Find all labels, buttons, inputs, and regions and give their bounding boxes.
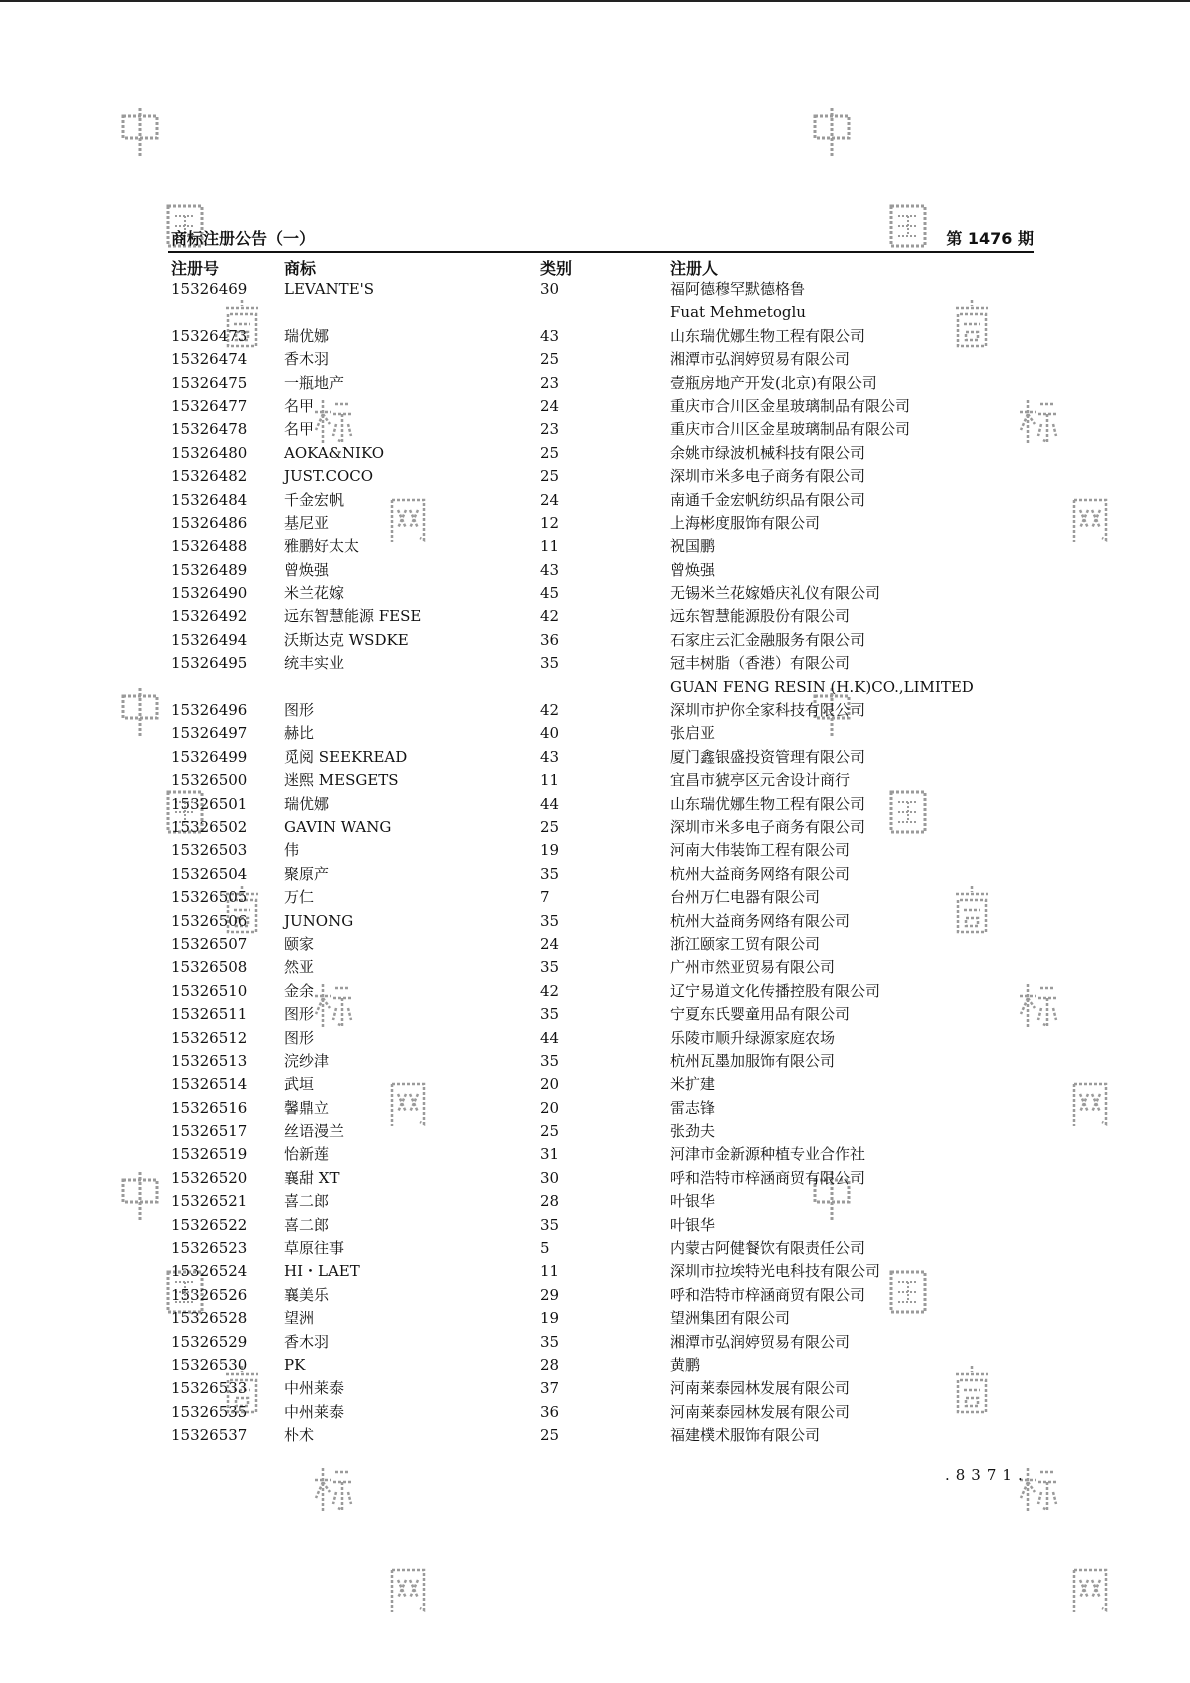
- registrant-name: 无锡米兰花嫁婚庆礼仪有限公司: [670, 584, 881, 603]
- class-number: 42: [540, 701, 560, 720]
- class-number: 30: [540, 280, 560, 298]
- trademark-name: 武垣: [284, 1075, 315, 1094]
- registration-number: 15326537: [171, 1426, 248, 1445]
- trademark-name: 香木羽: [284, 1332, 330, 1351]
- registrant-name: 张启亚: [670, 724, 716, 743]
- registrant-name: 福建樸术服饰有限公司: [670, 1426, 821, 1445]
- registrant-name: 呼和浩特市梓涵商贸有限公司: [670, 1168, 866, 1187]
- registration-number: 15326473: [171, 326, 248, 345]
- table-row: [171, 746, 1051, 769]
- column-header-applicant: 注册人: [670, 259, 719, 278]
- registrant-name: 辽宁易道文化传播控股有限公司: [670, 981, 881, 1000]
- table-row: [171, 1284, 1051, 1307]
- trademark-name: 中州莱泰: [284, 1402, 345, 1421]
- registration-number: 15326486: [171, 513, 248, 532]
- trademark-name: 怡新莲: [284, 1145, 330, 1164]
- registration-number: 15326510: [171, 981, 248, 1000]
- registration-number: 15326478: [171, 420, 248, 439]
- registration-number: 15326484: [171, 490, 248, 509]
- registrant-name: 壹瓶房地产开发(北京)有限公司: [670, 373, 877, 392]
- class-number: 35: [540, 654, 560, 673]
- trademark-name: 瑞优娜: [284, 326, 330, 345]
- registration-number: 15326505: [171, 888, 248, 907]
- class-number: 44: [540, 794, 560, 813]
- registration-number: 15326512: [171, 1028, 248, 1047]
- trademark-name: 馨鼎立: [284, 1098, 330, 1117]
- table-row: [171, 1307, 1051, 1330]
- registration-number: 15326492: [171, 607, 248, 626]
- table-row: [171, 278, 1051, 301]
- registration-number: 15326501: [171, 794, 248, 813]
- class-number: 30: [540, 1168, 560, 1187]
- table-row: [171, 1260, 1051, 1283]
- registrant-name: 重庆市合川区金星玻璃制品有限公司: [670, 420, 911, 439]
- registrant-name: Fuat Mehmetoglu: [670, 303, 806, 322]
- class-number: 43: [540, 326, 560, 345]
- class-number: 24: [540, 396, 560, 415]
- registration-number: 15326474: [171, 350, 248, 369]
- registrant-name: 叶银华: [670, 1192, 716, 1211]
- class-number: 42: [540, 981, 560, 1000]
- trademark-name: 中州莱泰: [284, 1379, 345, 1398]
- trademark-name: 喜二郎: [284, 1215, 330, 1234]
- trademark-name: 香木羽: [284, 350, 330, 369]
- table-row: [171, 652, 1051, 675]
- registrant-name: 山东瑞优娜生物工程有限公司: [670, 326, 866, 345]
- table-row: [171, 1097, 1051, 1120]
- class-number: 35: [540, 958, 560, 977]
- registration-number: 15326488: [171, 537, 248, 556]
- registrant-name: 曾焕强: [670, 560, 716, 579]
- registration-number: 15326499: [171, 747, 248, 766]
- top-border: [0, 0, 1190, 2]
- registration-number: 15326513: [171, 1051, 248, 1070]
- trademark-name: 远东智慧能源 FESE: [284, 607, 422, 626]
- registrant-name: 宁夏东氏婴童用品有限公司: [670, 1005, 851, 1024]
- class-number: 24: [540, 934, 560, 953]
- table-row: [171, 418, 1051, 441]
- trademark-name: 朴术: [284, 1426, 315, 1445]
- class-number: 23: [540, 373, 560, 392]
- table-row: [171, 769, 1051, 792]
- registration-number: 15326506: [171, 911, 248, 930]
- registrant-name: 广州市然亚贸易有限公司: [670, 958, 836, 977]
- registrant-name: 望洲集团有限公司: [670, 1309, 791, 1328]
- trademark-name: LEVANTE'S: [284, 280, 375, 298]
- trademark-name: 颐家: [284, 934, 315, 953]
- table-row: [171, 465, 1051, 488]
- trademark-name: 丝语漫兰: [284, 1122, 345, 1141]
- registrant-name: 河津市金新源种植专业合作社: [670, 1145, 866, 1164]
- trademark-name: 米兰花嫁: [284, 584, 345, 603]
- table-row: [171, 933, 1051, 956]
- table-row: [171, 1050, 1051, 1073]
- registrant-name: 重庆市合川区金星玻璃制品有限公司: [670, 396, 911, 415]
- class-number: 29: [540, 1285, 560, 1304]
- page-header: [171, 226, 1034, 250]
- registration-number: 15326469: [171, 280, 248, 298]
- class-number: 25: [540, 350, 560, 369]
- trademark-name: 浣纱津: [284, 1051, 330, 1070]
- class-number: 25: [540, 443, 560, 462]
- trademark-name: 曾焕强: [284, 560, 330, 579]
- trademark-name: 雅鹏好太太: [284, 537, 360, 556]
- watermark-wang-icon: [1070, 494, 1110, 546]
- table-row: [171, 1331, 1051, 1354]
- table-row: [171, 582, 1051, 605]
- registration-number: 15326495: [171, 654, 248, 673]
- table-row: [171, 442, 1051, 465]
- table-row: [171, 512, 1051, 535]
- registrant-name: 杭州大益商务网络有限公司: [670, 864, 851, 883]
- table-row: [171, 1190, 1051, 1213]
- class-number: 25: [540, 1426, 560, 1445]
- table-row: [171, 301, 1051, 324]
- table-row: [171, 722, 1051, 745]
- registrant-name: 米扩建: [670, 1075, 716, 1094]
- class-number: 36: [540, 630, 560, 649]
- registrant-name: 叶银华: [670, 1215, 716, 1234]
- trademark-name: 襄甜 XT: [284, 1168, 340, 1187]
- registrant-name: 浙江颐家工贸有限公司: [670, 934, 821, 953]
- trademark-name: 万仁: [284, 888, 315, 907]
- table-row: [171, 1354, 1051, 1377]
- registration-number: 15326496: [171, 701, 248, 720]
- table-row: [171, 605, 1051, 628]
- registrant-name: 乐陵市顺升绿源家庭农场: [670, 1028, 836, 1047]
- class-number: 43: [540, 747, 560, 766]
- trademark-name: 觅阅 SEEKREAD: [284, 747, 408, 766]
- registration-number: 15326511: [171, 1005, 248, 1024]
- table-row: [171, 910, 1051, 933]
- registration-number: 15326489: [171, 560, 248, 579]
- class-number: 20: [540, 1075, 560, 1094]
- registration-number: 15326523: [171, 1239, 248, 1258]
- registration-number: 15326535: [171, 1402, 248, 1421]
- class-number: 35: [540, 1215, 560, 1234]
- registrant-name: 湘潭市弘润婷贸易有限公司: [670, 1332, 851, 1351]
- table-row: [171, 886, 1051, 909]
- registrant-name: 厦门鑫银盛投资管理有限公司: [670, 747, 866, 766]
- class-number: 28: [540, 1355, 560, 1374]
- registration-number: 15326533: [171, 1379, 248, 1398]
- registrant-name: 深圳市拉埃特光电科技有限公司: [670, 1262, 881, 1281]
- class-number: 31: [540, 1145, 560, 1164]
- registration-number: 15326526: [171, 1285, 248, 1304]
- column-header-reg-no: 注册号: [171, 259, 220, 278]
- registrant-name: 内蒙古阿健餐饮有限责任公司: [670, 1239, 866, 1258]
- registration-number: 15326482: [171, 467, 248, 486]
- trademark-name: 一瓶地产: [284, 373, 345, 392]
- registration-number: 15326500: [171, 771, 248, 790]
- class-number: 12: [540, 513, 560, 532]
- trademark-name: 名甲: [284, 396, 315, 415]
- registration-number: 15326494: [171, 630, 248, 649]
- trademark-name: JUST.COCO: [284, 467, 374, 486]
- class-number: 11: [540, 1262, 560, 1281]
- trademark-name: 名甲: [284, 420, 315, 439]
- watermark-wang-icon: [1070, 1564, 1110, 1616]
- table-row: [171, 372, 1051, 395]
- registration-number: 15326530: [171, 1355, 248, 1374]
- table-row: [171, 489, 1051, 512]
- trademark-name: 赫比: [284, 724, 315, 743]
- trademark-name: HI・LAET: [284, 1262, 360, 1281]
- class-number: 5: [540, 1239, 550, 1258]
- registration-number: 15326524: [171, 1262, 248, 1281]
- table-row: [171, 980, 1051, 1003]
- trademark-name: 襄美乐: [284, 1285, 330, 1304]
- registration-number: 15326514: [171, 1075, 248, 1094]
- issue-number: 第 1476 期: [946, 229, 1034, 248]
- table-row: [171, 1073, 1051, 1096]
- class-number: 35: [540, 1005, 560, 1024]
- registrant-name: 上海彬度服饰有限公司: [670, 513, 821, 532]
- class-number: 7: [540, 888, 550, 907]
- registrant-name: 呼和浩特市梓涵商贸有限公司: [670, 1285, 866, 1304]
- registration-number: 15326521: [171, 1192, 248, 1211]
- registration-number: 15326504: [171, 864, 248, 883]
- registration-number: 15326516: [171, 1098, 248, 1117]
- registration-number: 15326519: [171, 1145, 248, 1164]
- class-number: 25: [540, 817, 560, 836]
- class-number: 11: [540, 537, 560, 556]
- trademark-name: 草原往事: [284, 1239, 345, 1258]
- registration-number: 15326490: [171, 584, 248, 603]
- table-row: [171, 1214, 1051, 1237]
- table-row: [171, 1003, 1051, 1026]
- table-row: [171, 1424, 1051, 1447]
- trademark-name: 金余: [284, 981, 315, 1000]
- registrant-name: 深圳市米多电子商务有限公司: [670, 817, 866, 836]
- registrant-name: 远东智慧能源股份有限公司: [670, 607, 851, 626]
- registration-number: 15326517: [171, 1122, 248, 1141]
- table-row: [171, 863, 1051, 886]
- registration-number: 15326528: [171, 1309, 248, 1328]
- table-row: [171, 839, 1051, 862]
- registrant-name: 雷志锋: [670, 1098, 716, 1117]
- class-number: 45: [540, 584, 560, 603]
- registrant-name: 杭州瓦墨加服饰有限公司: [670, 1051, 836, 1070]
- table-row: [171, 793, 1051, 816]
- trademark-name: AOKA&NIKO: [284, 443, 385, 462]
- registration-number: 15326520: [171, 1168, 248, 1187]
- class-number: 42: [540, 607, 560, 626]
- column-header-mark: 商标: [284, 259, 317, 278]
- class-number: 35: [540, 1051, 560, 1070]
- class-number: 24: [540, 490, 560, 509]
- watermark-zhong-icon: [120, 686, 160, 738]
- registration-number: 15326497: [171, 724, 248, 743]
- column-header-class: 类别: [540, 259, 573, 278]
- class-number: 35: [540, 864, 560, 883]
- trademark-name: 图形: [284, 1028, 315, 1047]
- trademark-name: 喜二郎: [284, 1192, 330, 1211]
- trademark-name: PK: [284, 1355, 306, 1374]
- watermark-wang-icon: [388, 1564, 428, 1616]
- page-title: 商标注册公告（一）: [171, 229, 316, 248]
- trademark-name: 迷熙 MESGETS: [284, 771, 399, 790]
- trademark-name: JUNONG: [284, 911, 354, 930]
- page-number: .8371.: [945, 1466, 1029, 1484]
- table-row: [171, 535, 1051, 558]
- class-number: 37: [540, 1379, 560, 1398]
- registration-number: 15326502: [171, 817, 248, 836]
- trademark-name: 图形: [284, 1005, 315, 1024]
- table-row: [171, 1401, 1051, 1424]
- trademark-name: 图形: [284, 701, 315, 720]
- trademark-name: 伟: [284, 841, 300, 860]
- trademark-name: 然亚: [284, 958, 315, 977]
- watermark-zhong-icon: [120, 1170, 160, 1222]
- class-number: 23: [540, 420, 560, 439]
- table-row: [171, 1237, 1051, 1260]
- registrant-name: 张劲夫: [670, 1122, 716, 1141]
- trademark-name: 望洲: [284, 1309, 315, 1328]
- registration-table: [171, 278, 1051, 1448]
- registrant-name: 河南莱泰园林发展有限公司: [670, 1402, 851, 1421]
- trademark-name: 基尼亚: [284, 513, 330, 532]
- registrant-name: 深圳市护你全家科技有限公司: [670, 701, 866, 720]
- class-number: 36: [540, 1402, 560, 1421]
- registrant-name: 石家庄云汇金融服务有限公司: [670, 630, 866, 649]
- registrant-name: 湘潭市弘润婷贸易有限公司: [670, 350, 851, 369]
- registration-number: 15326475: [171, 373, 248, 392]
- table-row: [171, 1027, 1051, 1050]
- class-number: 35: [540, 911, 560, 930]
- header-rule: [168, 251, 1034, 253]
- table-row: [171, 1167, 1051, 1190]
- registration-number: 15326477: [171, 396, 248, 415]
- trademark-name: 统丰实业: [284, 654, 345, 673]
- registration-number: 15326522: [171, 1215, 248, 1234]
- class-number: 19: [540, 841, 560, 860]
- watermark-wang-icon: [1070, 1078, 1110, 1130]
- class-number: 40: [540, 724, 560, 743]
- registrant-name: 祝国鹏: [670, 537, 716, 556]
- registration-number: 15326480: [171, 443, 248, 462]
- class-number: 25: [540, 1122, 560, 1141]
- trademark-name: GAVIN WANG: [284, 817, 392, 836]
- trademark-name: 千金宏帆: [284, 490, 345, 509]
- table-row: [171, 676, 1051, 699]
- table-row: [171, 348, 1051, 371]
- class-number: 43: [540, 560, 560, 579]
- registration-number: 15326507: [171, 934, 248, 953]
- registrant-name: 福阿德穆罕默德格鲁: [670, 280, 806, 298]
- class-number: 20: [540, 1098, 560, 1117]
- registrant-name: 余姚市绿波机械科技有限公司: [670, 443, 866, 462]
- registrant-name: 深圳市米多电子商务有限公司: [670, 467, 866, 486]
- table-row: [171, 699, 1051, 722]
- trademark-name: 聚原产: [284, 864, 330, 883]
- registrant-name: 南通千金宏帆纺织品有限公司: [670, 490, 866, 509]
- registration-number: 15326529: [171, 1332, 248, 1351]
- table-row: [171, 395, 1051, 418]
- registrant-name: 河南莱泰园林发展有限公司: [670, 1379, 851, 1398]
- class-number: 44: [540, 1028, 560, 1047]
- table-row: [171, 956, 1051, 979]
- class-number: 28: [540, 1192, 560, 1211]
- registrant-name: 黄鹏: [670, 1355, 701, 1374]
- table-row: [171, 816, 1051, 839]
- class-number: 35: [540, 1332, 560, 1351]
- registrant-name: 杭州大益商务网络有限公司: [670, 911, 851, 930]
- registrant-name: 冠丰树脂（香港）有限公司: [670, 654, 851, 673]
- table-row: [171, 325, 1051, 348]
- registrant-name: GUAN FENG RESIN (H.K)CO.,LIMITED: [670, 677, 974, 696]
- class-number: 25: [540, 467, 560, 486]
- watermark-zhong-icon: [812, 106, 852, 158]
- trademark-name: 沃斯达克 WSDKE: [284, 630, 409, 649]
- table-row: [171, 1377, 1051, 1400]
- registrant-name: 河南大伟装饰工程有限公司: [670, 841, 851, 860]
- registrant-name: 台州万仁电器有限公司: [670, 888, 821, 907]
- watermark-biao-icon: [313, 1464, 353, 1516]
- class-number: 19: [540, 1309, 560, 1328]
- registrant-name: 山东瑞优娜生物工程有限公司: [670, 794, 866, 813]
- watermark-zhong-icon: [120, 106, 160, 158]
- table-row: [171, 1143, 1051, 1166]
- table-row: [171, 559, 1051, 582]
- table-row: [171, 1120, 1051, 1143]
- class-number: 11: [540, 771, 560, 790]
- registration-number: 15326503: [171, 841, 248, 860]
- table-row: [171, 629, 1051, 652]
- trademark-name: 瑞优娜: [284, 794, 330, 813]
- registration-number: 15326508: [171, 958, 248, 977]
- registrant-name: 宜昌市猇亭区元舍设计商行: [670, 771, 851, 790]
